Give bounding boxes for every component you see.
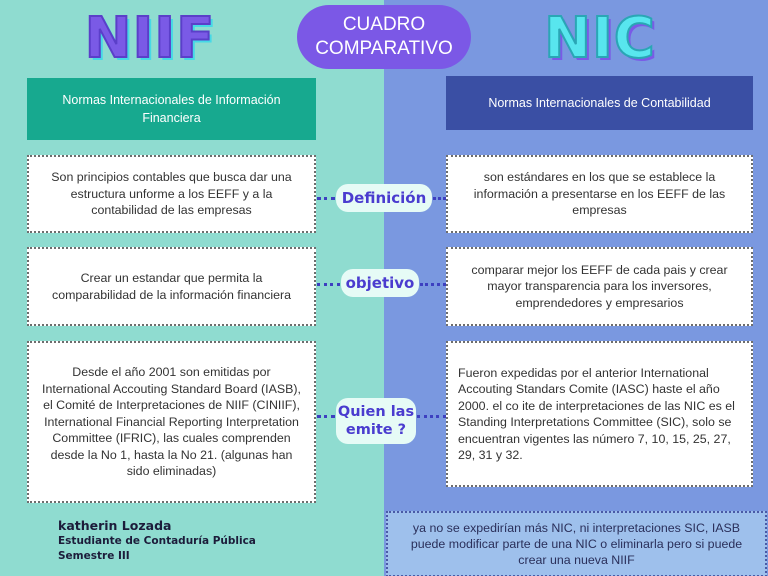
niif-heading-text: Normas Internacionales de Información Financiera	[62, 93, 281, 125]
niif-heading	[27, 78, 316, 140]
author-semester: Semestre III	[58, 550, 130, 562]
nic-heading	[446, 76, 753, 130]
badge-line-2: COMPARATIVO	[315, 38, 453, 59]
niif-objetivo-text: Crear un estandar que permita la comparabilidad de la información financiera	[52, 271, 291, 302]
nic-emisor-box	[446, 341, 753, 487]
objetivo-label: objetivo	[341, 269, 419, 297]
nic-heading-text: Normas Internacionales de Contabilidad	[488, 96, 711, 110]
nic-title: NIC	[544, 6, 656, 71]
connector-dots	[317, 283, 340, 286]
nic-definicion-text: son estándares en los que se establece la información a presentarse en los EEFF de las empresas	[473, 170, 726, 218]
author-name: katherin Lozada	[58, 518, 172, 533]
niif-definicion-box	[27, 155, 316, 233]
author-role: Estudiante de Contaduría Pública	[58, 535, 256, 547]
quien-las-emite-label: Quien las emite ?	[336, 398, 416, 444]
footnote-text: ya no se expedirían más NIC, ni interpretaciones SIC, IASB puede modificar parte de una NIC o eliminarla pero si puede crear una nueva NIIF	[410, 521, 743, 567]
connector-dots	[433, 197, 446, 200]
definicion-label: Definición	[336, 184, 432, 212]
footnote-box	[386, 511, 767, 576]
niif-objetivo-box	[27, 247, 316, 326]
nic-emisor-text: Fueron expedidas por el anterior International Accouting Standars Comite (IASC) haste el año 2000. el co ite de interpretaciones de las NIC es el Standing Interpretations Committee (SIC), solo se encuentran vigentes las número 7, 10, 15, 25, 27, 29, 31 y 32.	[458, 365, 735, 462]
nic-definicion-box	[446, 155, 753, 233]
nic-objetivo-box	[446, 247, 753, 326]
nic-objetivo-text: comparar mejor los EEFF de cada pais y crear mayor transparencia para los inversores, emprendedores y empresarios	[471, 262, 728, 310]
cuadro-comparativo-badge	[297, 5, 471, 69]
connector-dots	[417, 415, 446, 418]
niif-definicion-text: Son principios contables que busca dar una estructura unforme a los EEFF y a la contabilidad de las empresas	[51, 170, 292, 218]
connector-dots	[420, 283, 446, 286]
niif-emisor-text: Desde el año 2001 son emitidas por International Accouting Standard Board (IASB), el Comité de Interpretaciones de NIIF (CINIIF), International Financial Reporting Interpretation Committee (IFRIC), las cuales comprenden desde la No 1, hasta la No 21. (algunas han sido eliminadas)	[42, 365, 301, 479]
badge-line-1: CUADRO	[342, 14, 426, 35]
author-block	[58, 518, 278, 564]
connector-dots	[317, 197, 335, 200]
niif-emisor-box	[27, 341, 316, 503]
connector-dots	[317, 415, 335, 418]
niif-title: NIIF	[84, 6, 216, 71]
